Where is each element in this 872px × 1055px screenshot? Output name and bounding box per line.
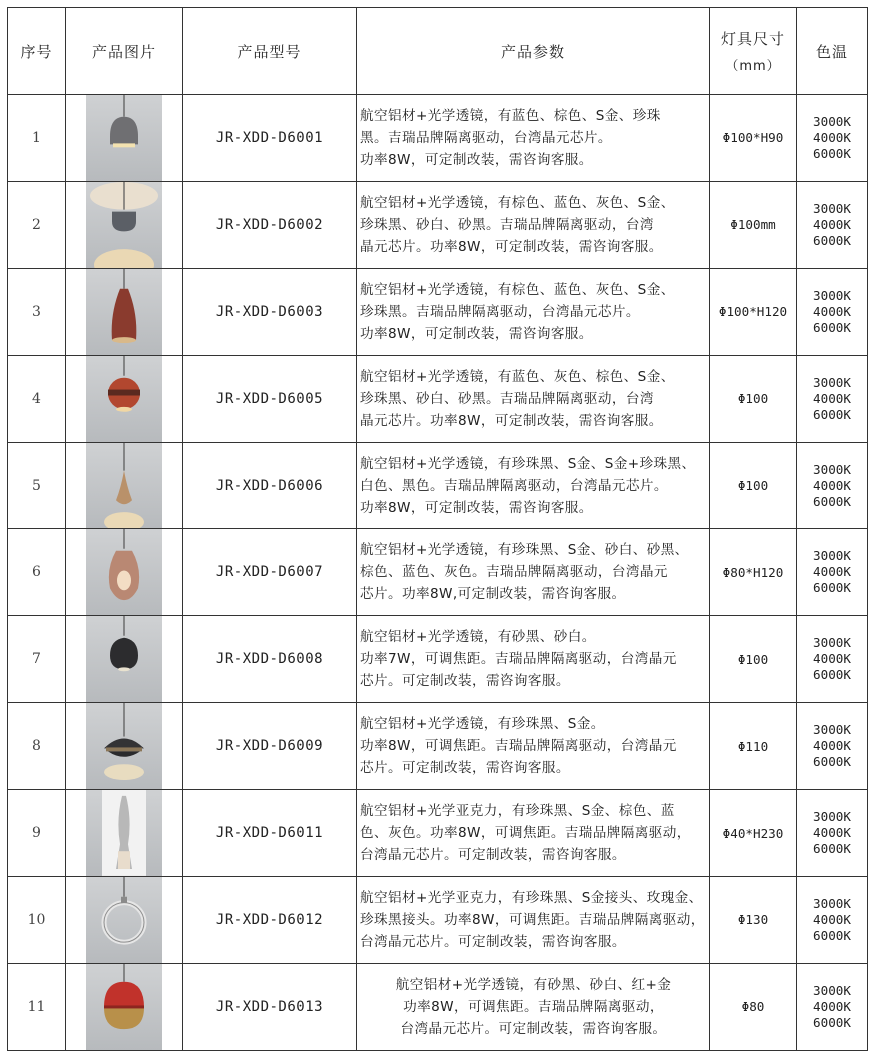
product-image-cell <box>66 529 183 616</box>
product-model: JR-XDD-D6006 <box>183 442 357 529</box>
product-image-cell <box>66 355 183 442</box>
product-image-cell <box>66 963 183 1050</box>
color-temp-value: 6000K <box>813 145 851 161</box>
product-model: JR-XDD-D6013 <box>183 963 357 1050</box>
table-row <box>8 963 868 1050</box>
param-line: 珍珠黑、砂白、砂黑。吉瑞品牌隔离驱动，台湾 <box>360 216 654 233</box>
product-params <box>357 442 710 529</box>
product-params <box>357 963 710 1050</box>
param-line: 芯片。可定制改装，需咨询客服。 <box>360 760 570 777</box>
color-temp-value: 6000K <box>813 232 851 248</box>
param-line: 航空铝材+光学透镜，有珍珠黑、S金、S金+珍珠黑、 <box>360 455 696 472</box>
pendant-lamp-icon <box>86 443 162 529</box>
color-temp <box>797 877 868 964</box>
pendant-lamp-icon <box>86 703 162 789</box>
product-model: JR-XDD-D6007 <box>183 529 357 616</box>
color-temp <box>797 95 868 182</box>
header-size-label: 灯具尺寸 <box>720 30 785 48</box>
color-temp-value: 4000K <box>813 129 851 145</box>
param-line: 色、灰色。功率8W，可调焦距。吉瑞品牌隔离驱动， <box>360 825 691 842</box>
color-temp-value: 4000K <box>813 911 851 927</box>
row-index: 7 <box>8 616 66 703</box>
header-index: 序号 <box>8 8 66 95</box>
product-image-cell <box>66 790 183 877</box>
lamp-size: Φ40*H230 <box>710 790 797 877</box>
product-photo <box>86 269 162 355</box>
header-temp: 色温 <box>797 8 868 95</box>
lamp-size: Φ100 <box>710 355 797 442</box>
row-index: 2 <box>8 181 66 268</box>
color-temp-value: 6000K <box>813 927 851 943</box>
row-index: 1 <box>8 95 66 182</box>
pendant-lamp-icon <box>86 269 162 355</box>
color-temp-value: 6000K <box>813 580 851 596</box>
color-temp <box>797 963 868 1050</box>
table-row <box>8 529 868 616</box>
color-temp <box>797 355 868 442</box>
color-temp <box>797 703 868 790</box>
color-temp <box>797 442 868 529</box>
product-params <box>357 616 710 703</box>
param-line: 航空铝材+光学透镜，有棕色、蓝色、灰色、S金、 <box>360 194 675 211</box>
color-temp-value: 3000K <box>813 635 851 651</box>
header-size-unit: （mm） <box>725 59 781 74</box>
pendant-lamp-icon <box>86 790 162 876</box>
param-line: 航空铝材+光学透镜，有棕色、蓝色、灰色、S金、 <box>360 281 675 298</box>
product-photo <box>86 616 162 702</box>
product-image-cell <box>66 703 183 790</box>
param-line: 台湾晶元芯片。可定制改装，需咨询客服。 <box>360 847 626 864</box>
lamp-size: Φ100 <box>710 442 797 529</box>
lamp-size: Φ100*H120 <box>710 268 797 355</box>
color-temp-value: 4000K <box>813 564 851 580</box>
product-photo <box>86 443 162 529</box>
product-photo <box>86 703 162 789</box>
table-row <box>8 181 868 268</box>
table-row <box>8 877 868 964</box>
color-temp-value: 6000K <box>813 493 851 509</box>
param-line: 珍珠黑接头。功率8W，可调焦距。吉瑞品牌隔离驱动， <box>360 911 705 928</box>
color-temp-value: 3000K <box>813 548 851 564</box>
pendant-lamp-icon <box>86 182 162 268</box>
param-line: 功率8W，可定制改装，需咨询客服。 <box>360 499 593 516</box>
table-row <box>8 790 868 877</box>
product-photo <box>86 182 162 268</box>
row-index: 6 <box>8 529 66 616</box>
color-temp-value: 3000K <box>813 200 851 216</box>
color-temp <box>797 790 868 877</box>
pendant-lamp-icon <box>86 529 162 615</box>
product-model: JR-XDD-D6011 <box>183 790 357 877</box>
param-line: 棕色、蓝色、灰色。吉瑞品牌隔离驱动，台湾晶元 <box>360 564 668 581</box>
color-temp-value: 3000K <box>813 809 851 825</box>
product-image-cell <box>66 95 183 182</box>
product-image-cell <box>66 442 183 529</box>
param-line: 航空铝材+光学透镜，有珍珠黑、S金、砂白、砂黑、 <box>360 542 689 559</box>
product-photo <box>86 790 162 876</box>
param-line: 黑。吉瑞品牌隔离驱动，台湾晶元芯片。 <box>360 129 612 146</box>
product-model: JR-XDD-D6009 <box>183 703 357 790</box>
param-line: 晶元芯片。功率8W，可定制改装，需咨询客服。 <box>360 412 663 429</box>
product-params <box>357 790 710 877</box>
color-temp-value: 4000K <box>813 998 851 1014</box>
table-row <box>8 616 868 703</box>
color-temp-value: 4000K <box>813 216 851 232</box>
color-temp-value: 6000K <box>813 319 851 335</box>
color-temp-value: 6000K <box>813 841 851 857</box>
param-line: 功率8W，可调焦距。吉瑞品牌隔离驱动， <box>403 998 664 1015</box>
color-temp-value: 3000K <box>813 113 851 129</box>
color-temp-value: 6000K <box>813 406 851 422</box>
color-temp-value: 4000K <box>813 738 851 754</box>
product-photo <box>86 877 162 963</box>
color-temp-value: 3000K <box>813 895 851 911</box>
lamp-size: Φ100*H90 <box>710 95 797 182</box>
header-model: 产品型号 <box>183 8 357 95</box>
pendant-lamp-icon <box>86 877 162 963</box>
product-image-cell <box>66 268 183 355</box>
param-line: 芯片。可定制改装，需咨询客服。 <box>360 673 570 690</box>
table-row <box>8 355 868 442</box>
lamp-size: Φ110 <box>710 703 797 790</box>
product-photo <box>86 95 162 181</box>
lamp-size: Φ100 <box>710 616 797 703</box>
row-index: 10 <box>8 877 66 964</box>
product-params <box>357 877 710 964</box>
product-model: JR-XDD-D6005 <box>183 355 357 442</box>
pendant-lamp-icon <box>86 95 162 181</box>
color-temp-value: 3000K <box>813 461 851 477</box>
param-line: 航空铝材+光学亚克力，有珍珠黑、S金接头、玫瑰金、 <box>360 889 703 906</box>
param-line: 台湾晶元芯片。可定制改装，需咨询客服。 <box>360 933 626 950</box>
color-temp-value: 6000K <box>813 667 851 683</box>
color-temp <box>797 616 868 703</box>
param-line: 晶元芯片。功率8W，可定制改装，需咨询客服。 <box>360 238 663 255</box>
header-params: 产品参数 <box>357 8 710 95</box>
product-model: JR-XDD-D6002 <box>183 181 357 268</box>
param-line: 航空铝材+光学透镜，有珍珠黑、S金。 <box>360 716 605 733</box>
lamp-size: Φ100mm <box>710 181 797 268</box>
param-line: 航空铝材+光学透镜，有砂黑、砂白、红+金 <box>395 976 672 993</box>
table-row <box>8 442 868 529</box>
product-model: JR-XDD-D6001 <box>183 95 357 182</box>
product-photo <box>86 356 162 442</box>
row-index: 8 <box>8 703 66 790</box>
param-line: 珍珠黑。吉瑞品牌隔离驱动，台湾晶元芯片。 <box>360 303 640 320</box>
product-params <box>357 703 710 790</box>
color-temp-value: 6000K <box>813 754 851 770</box>
product-model: JR-XDD-D6012 <box>183 877 357 964</box>
product-params <box>357 95 710 182</box>
param-line: 航空铝材+光学亚克力，有珍珠黑、S金、棕色、蓝 <box>360 803 675 820</box>
product-params <box>357 529 710 616</box>
table-row <box>8 95 868 182</box>
table-row <box>8 268 868 355</box>
color-temp-value: 4000K <box>813 651 851 667</box>
param-line: 珍珠黑、砂白、砂黑。吉瑞品牌隔离驱动，台湾 <box>360 390 654 407</box>
pendant-lamp-icon <box>86 356 162 442</box>
color-temp <box>797 529 868 616</box>
color-temp-value: 4000K <box>813 825 851 841</box>
pendant-lamp-icon <box>86 616 162 702</box>
color-temp <box>797 181 868 268</box>
product-spec-table <box>7 7 868 1051</box>
param-line: 功率8W，可定制改装，需咨询客服。 <box>360 151 593 168</box>
color-temp <box>797 268 868 355</box>
param-line: 航空铝材+光学透镜，有蓝色、棕色、S金、珍珠 <box>360 107 661 124</box>
lamp-size: Φ80*H120 <box>710 529 797 616</box>
row-index: 11 <box>8 963 66 1050</box>
param-line: 台湾晶元芯片。可定制改装，需咨询客服。 <box>400 1020 667 1037</box>
product-photo <box>86 529 162 615</box>
header-size <box>710 8 797 95</box>
param-line: 航空铝材+光学透镜，有砂黑、砂白。 <box>360 629 596 646</box>
product-image-cell <box>66 616 183 703</box>
param-line: 芯片。功率8W,可定制改装，需咨询客服。 <box>360 586 626 603</box>
product-params <box>357 181 710 268</box>
color-temp-value: 6000K <box>813 1014 851 1030</box>
product-image-cell <box>66 181 183 268</box>
pendant-lamp-icon <box>86 964 162 1050</box>
header-row <box>8 8 868 95</box>
product-params <box>357 268 710 355</box>
param-line: 白色、黑色。吉瑞品牌隔离驱动，台湾晶元芯片。 <box>360 477 668 494</box>
row-index: 5 <box>8 442 66 529</box>
product-model: JR-XDD-D6003 <box>183 268 357 355</box>
product-params <box>357 355 710 442</box>
row-index: 3 <box>8 268 66 355</box>
product-image-cell <box>66 877 183 964</box>
lamp-size: Φ80 <box>710 963 797 1050</box>
param-line: 功率7W，可调焦距。吉瑞品牌隔离驱动，台湾晶元 <box>360 651 677 668</box>
param-line: 航空铝材+光学透镜，有蓝色、灰色、棕色、S金、 <box>360 368 675 385</box>
product-model: JR-XDD-D6008 <box>183 616 357 703</box>
color-temp-value: 3000K <box>813 722 851 738</box>
product-photo <box>86 964 162 1050</box>
color-temp-value: 4000K <box>813 477 851 493</box>
header-image: 产品图片 <box>66 8 183 95</box>
color-temp-value: 4000K <box>813 390 851 406</box>
color-temp-value: 3000K <box>813 287 851 303</box>
table-row <box>8 703 868 790</box>
param-line: 功率8W，可定制改装，需咨询客服。 <box>360 325 593 342</box>
color-temp-value: 4000K <box>813 303 851 319</box>
row-index: 9 <box>8 790 66 877</box>
lamp-size: Φ130 <box>710 877 797 964</box>
row-index: 4 <box>8 355 66 442</box>
param-line: 功率8W，可调焦距。吉瑞品牌隔离驱动，台湾晶元 <box>360 738 677 755</box>
color-temp-value: 3000K <box>813 374 851 390</box>
color-temp-value: 3000K <box>813 982 851 998</box>
